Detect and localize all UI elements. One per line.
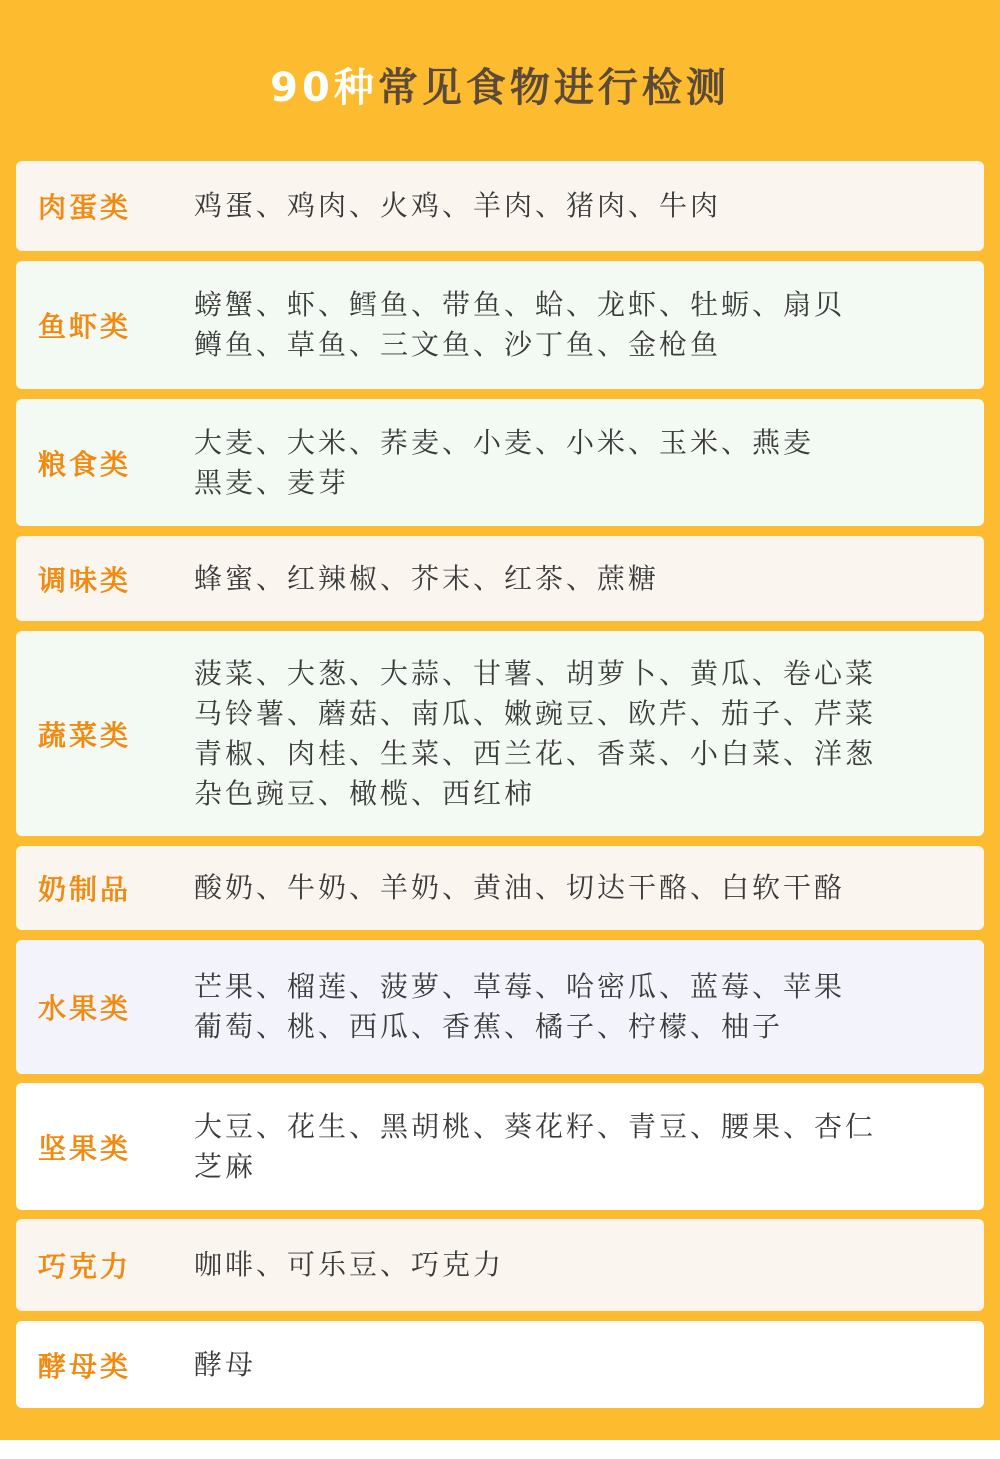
category-label: 酵母类 [38,1350,132,1383]
category-label: 粮食类 [38,448,132,481]
category-items [194,285,964,365]
category-label: 鱼虾类 [38,310,132,343]
item-line: 大豆、花生、黑胡桃、葵花籽、青豆、腰果、杏仁 [194,1110,877,1143]
category-row [16,161,984,251]
category-items [194,868,964,908]
item-line: 葡萄、桃、西瓜、香蕉、橘子、柠檬、柚子 [194,1010,784,1043]
category-label: 坚果类 [38,1132,132,1165]
item-line: 酵母 [194,1348,257,1381]
category-row [16,261,984,389]
category-label: 奶制品 [38,873,132,906]
item-line: 鳟鱼、草鱼、三文鱼、沙丁鱼、金枪鱼 [194,328,722,361]
category-label: 水果类 [38,992,132,1025]
item-line: 螃蟹、虾、鳕鱼、带鱼、蛤、龙虾、牡蛎、扇贝 [194,288,846,321]
category-row [16,536,984,621]
item-line: 大麦、大米、荞麦、小麦、小米、玉米、燕麦 [194,426,815,459]
item-line: 青椒、肉桂、生菜、西兰花、香菜、小白菜、洋葱 [194,737,877,770]
category-row [16,1219,984,1311]
category-items [194,186,964,226]
item-line: 鸡蛋、鸡肉、火鸡、羊肉、猪肉、牛肉 [194,189,722,222]
item-line: 咖啡、可乐豆、巧克力 [194,1248,505,1281]
category-row [16,940,984,1074]
category-items [194,1345,964,1385]
category-items [194,559,964,599]
item-line: 蜂蜜、红辣椒、芥末、红茶、蔗糖 [194,562,660,595]
item-line: 杂色豌豆、橄榄、西红柿 [194,777,536,810]
category-label: 调味类 [38,564,132,597]
category-row [16,399,984,526]
category-row [16,1321,984,1408]
category-row [16,1083,984,1210]
category-label: 巧克力 [38,1250,132,1283]
category-items [194,1245,964,1285]
category-items [194,967,964,1047]
category-items [194,423,964,503]
title-text: 常见食物进行检测 [377,65,730,111]
item-line: 菠菜、大葱、大蒜、甘薯、胡萝卜、黄瓜、卷心菜 [194,657,877,690]
category-label: 蔬菜类 [38,719,132,752]
page-title [0,56,1000,120]
item-line: 马铃薯、蘑菇、南瓜、嫩豌豆、欧芹、茄子、芹菜 [194,697,877,730]
category-label: 肉蛋类 [38,191,132,224]
category-row [16,631,984,836]
category-items [194,654,964,814]
item-line: 芒果、榴莲、菠萝、草莓、哈密瓜、蓝莓、苹果 [194,970,846,1003]
category-items [194,1107,964,1187]
title-highlight: 90种 [270,65,378,111]
category-row [16,846,984,930]
item-line: 酸奶、牛奶、羊奶、黄油、切达干酪、白软干酪 [194,871,846,904]
item-line: 黑麦、麦芽 [194,466,350,499]
item-line: 芝麻 [194,1150,257,1183]
